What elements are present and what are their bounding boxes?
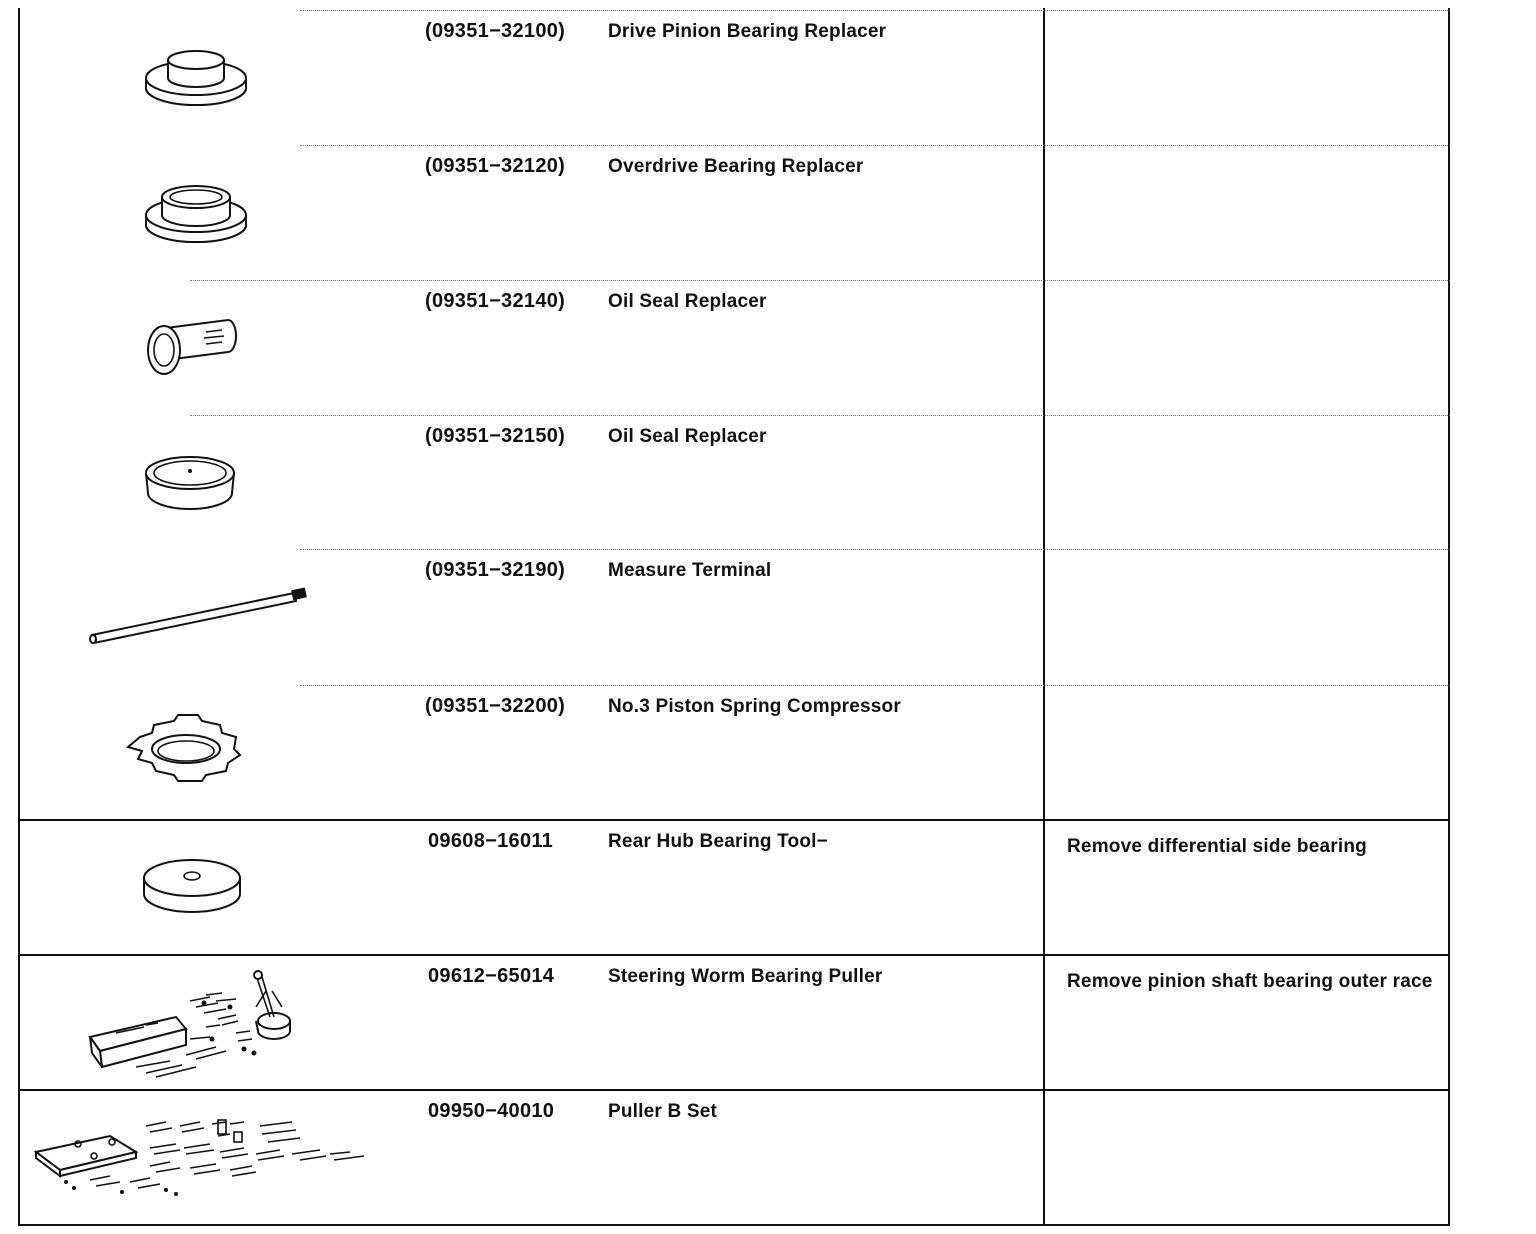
tool-code: (09351−32150): [425, 425, 566, 447]
tool-name: Measure Terminal: [608, 560, 772, 581]
table-bottom-border: [18, 1224, 1450, 1226]
table-row: [18, 549, 1450, 685]
oil-seal-replacer-cup-icon: [140, 453, 240, 522]
tool-code: (09351−32190): [425, 559, 566, 581]
tool-name: Puller B Set: [608, 1101, 718, 1122]
oil-seal-replacer-sleeve-icon: [136, 310, 246, 385]
tool-name: Steering Worm Bearing Puller: [608, 966, 883, 987]
table-row: [18, 145, 1450, 280]
tool-use: Remove pinion shaft bearing outer race: [1067, 971, 1433, 992]
measure-terminal-rod-icon: [86, 585, 316, 656]
table-row: [18, 820, 1450, 954]
table-row: [18, 1090, 1450, 1224]
tool-code: (09351−32200): [425, 695, 566, 717]
tool-name: No.3 Piston Spring Compressor: [608, 696, 901, 717]
table-row: [18, 10, 1450, 145]
puller-b-set-icon: [30, 1112, 370, 1203]
table-row: [18, 955, 1450, 1089]
overdrive-bearing-replacer-icon: [138, 179, 258, 254]
rear-hub-bearing-tool-icon: [138, 852, 248, 927]
tool-code: 09608−16011: [428, 830, 554, 852]
tool-name: Oil Seal Replacer: [608, 291, 767, 312]
steering-worm-bearing-puller-icon: [86, 967, 306, 1088]
tool-code: (09351−32140): [425, 290, 566, 312]
tool-name: Rear Hub Bearing Tool−: [608, 831, 828, 852]
piston-spring-compressor-icon: [122, 707, 252, 792]
table-row: [18, 280, 1450, 415]
tool-use: Remove differential side bearing: [1067, 836, 1367, 857]
tool-name: Overdrive Bearing Replacer: [608, 156, 864, 177]
tool-code: (09351−32100): [425, 20, 566, 42]
tool-name: Oil Seal Replacer: [608, 426, 767, 447]
drive-pinion-bearing-replacer-icon: [138, 44, 258, 119]
tool-code: 09950−40010: [428, 1100, 555, 1122]
table-row: [18, 685, 1450, 819]
table-row: [18, 415, 1450, 549]
tool-code: 09612−65014: [428, 965, 555, 987]
tool-code: (09351−32120): [425, 155, 566, 177]
tool-name: Drive Pinion Bearing Replacer: [608, 21, 887, 42]
